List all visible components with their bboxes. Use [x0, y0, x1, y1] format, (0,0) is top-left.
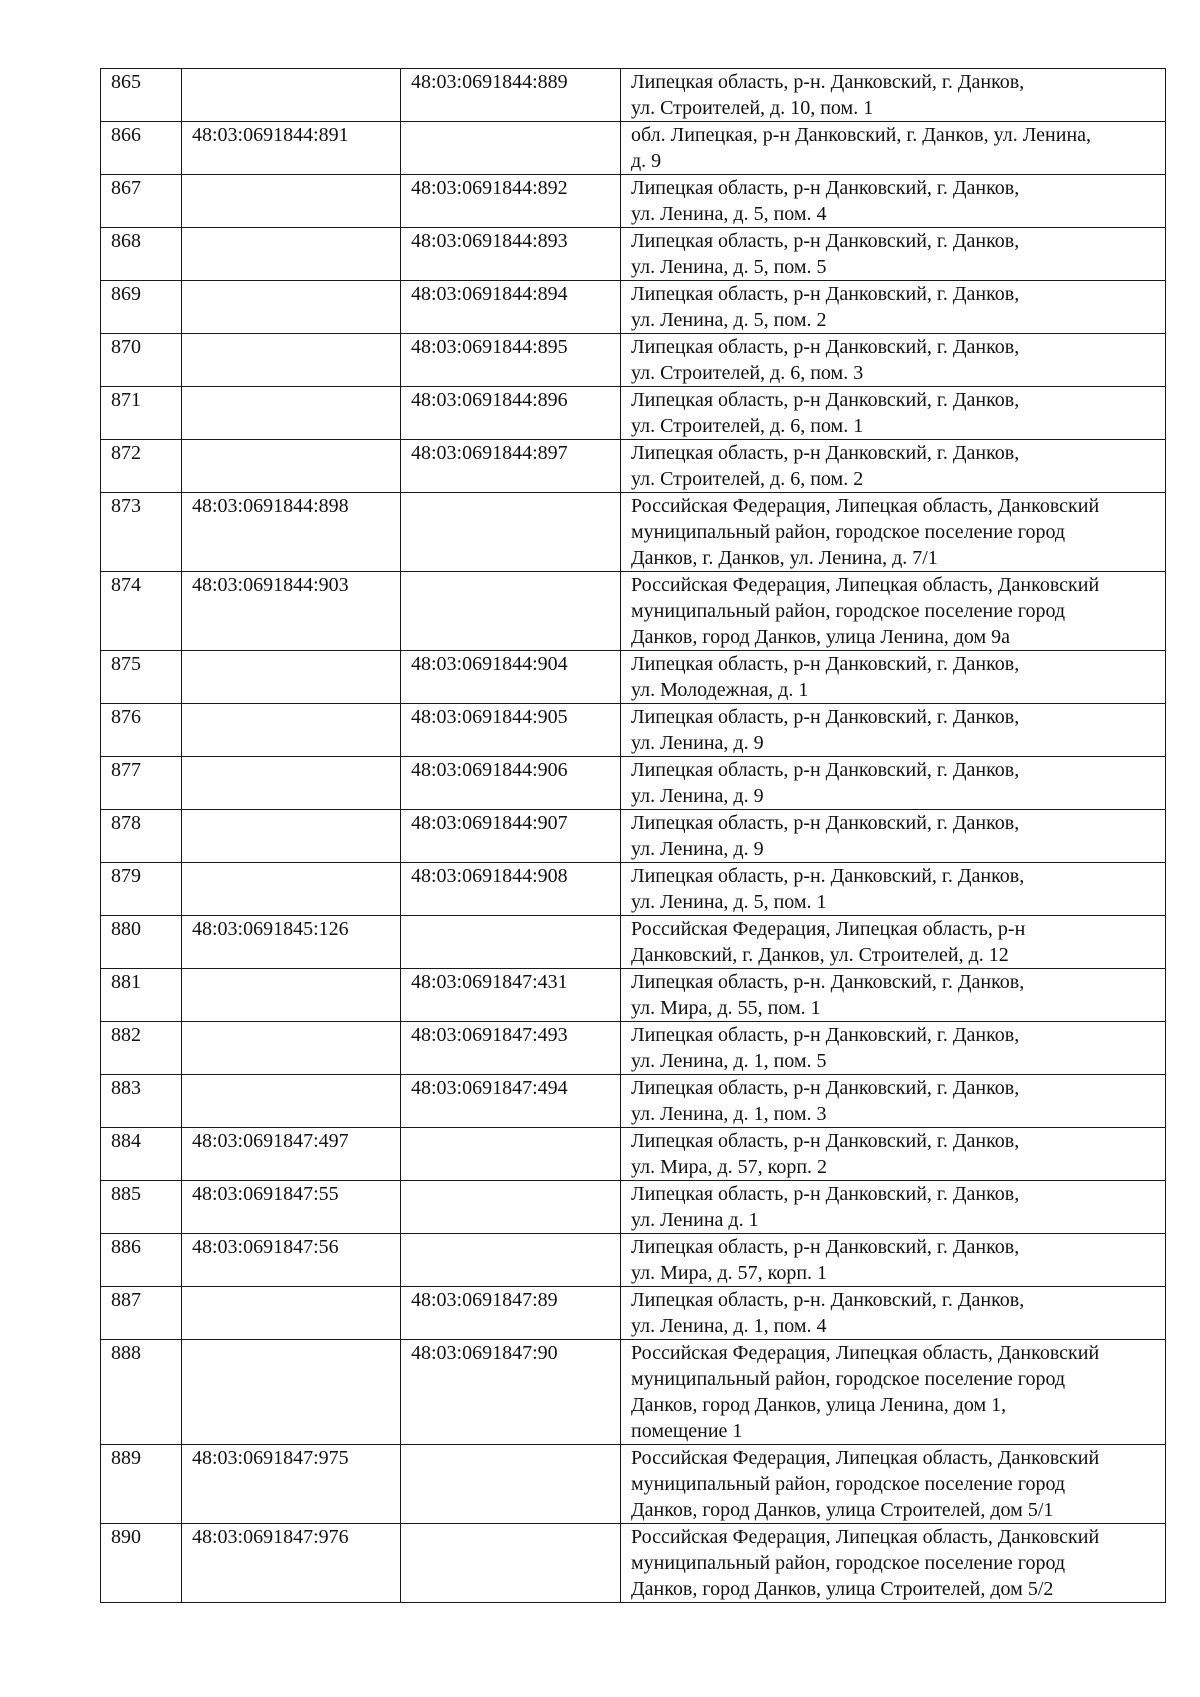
land-cadastral-number	[182, 1340, 401, 1445]
land-cadastral-number	[182, 704, 401, 757]
row-number: 888	[101, 1340, 182, 1445]
row-number: 867	[101, 175, 182, 228]
address-cell: Липецкая область, р-н Данковский, г. Данков, ул. Строителей, д. 6, пом. 2	[621, 440, 1166, 493]
table-row	[101, 1340, 1166, 1445]
land-cadastral-number	[182, 387, 401, 440]
table-row	[101, 916, 1166, 969]
table-row	[101, 810, 1166, 863]
building-cadastral-number	[401, 1445, 621, 1524]
table-row	[101, 1445, 1166, 1524]
row-number: 869	[101, 281, 182, 334]
row-number: 865	[101, 69, 182, 122]
land-cadastral-number	[182, 334, 401, 387]
row-number: 879	[101, 863, 182, 916]
row-number: 884	[101, 1128, 182, 1181]
building-cadastral-number: 48:03:0691847:494	[401, 1075, 621, 1128]
land-cadastral-number	[182, 69, 401, 122]
land-cadastral-number: 48:03:0691844:891	[182, 122, 401, 175]
land-cadastral-number: 48:03:0691847:497	[182, 1128, 401, 1181]
address-cell: Липецкая область, р-н Данковский, г. Данков, ул. Ленина, д. 9	[621, 810, 1166, 863]
table-row	[101, 969, 1166, 1022]
table-row	[101, 175, 1166, 228]
table-row	[101, 493, 1166, 572]
address-cell: Липецкая область, р-н Данковский, г. Данков, ул. Молодежная, д. 1	[621, 651, 1166, 704]
land-cadastral-number	[182, 1075, 401, 1128]
land-cadastral-number: 48:03:0691844:903	[182, 572, 401, 651]
document-page	[100, 68, 1166, 1603]
building-cadastral-number: 48:03:0691847:89	[401, 1287, 621, 1340]
land-cadastral-number: 48:03:0691844:898	[182, 493, 401, 572]
address-cell: Липецкая область, р-н Данковский, г. Данков, ул. Ленина, д. 1, пом. 5	[621, 1022, 1166, 1075]
row-number: 878	[101, 810, 182, 863]
registry-table	[100, 68, 1166, 1603]
row-number: 890	[101, 1524, 182, 1603]
address-cell: Липецкая область, р-н Данковский, г. Данков, ул. Ленина, д. 5, пом. 2	[621, 281, 1166, 334]
address-cell: Липецкая область, р-н. Данковский, г. Данков, ул. Строителей, д. 10, пом. 1	[621, 69, 1166, 122]
row-number: 870	[101, 334, 182, 387]
address-cell: Российская Федерация, Липецкая область, р-н Данковский, г. Данков, ул. Строителей, д. 12	[621, 916, 1166, 969]
building-cadastral-number	[401, 1181, 621, 1234]
table-row	[101, 1234, 1166, 1287]
row-number: 871	[101, 387, 182, 440]
building-cadastral-number	[401, 122, 621, 175]
table-row	[101, 122, 1166, 175]
table-row	[101, 1075, 1166, 1128]
row-number: 872	[101, 440, 182, 493]
building-cadastral-number: 48:03:0691847:493	[401, 1022, 621, 1075]
building-cadastral-number: 48:03:0691844:896	[401, 387, 621, 440]
address-cell: Российская Федерация, Липецкая область, Данковский муниципальный район, городское поселение город Данков, г. Данков, ул. Ленина, д. 7/1	[621, 493, 1166, 572]
table-row	[101, 572, 1166, 651]
land-cadastral-number: 48:03:0691845:126	[182, 916, 401, 969]
land-cadastral-number	[182, 969, 401, 1022]
table-row	[101, 757, 1166, 810]
table-row	[101, 651, 1166, 704]
row-number: 880	[101, 916, 182, 969]
address-cell: Липецкая область, р-н Данковский, г. Данков, ул. Ленина, д. 5, пом. 4	[621, 175, 1166, 228]
address-cell: Липецкая область, р-н Данковский, г. Данков, ул. Ленина, д. 1, пом. 3	[621, 1075, 1166, 1128]
table-row	[101, 281, 1166, 334]
building-cadastral-number: 48:03:0691844:894	[401, 281, 621, 334]
building-cadastral-number: 48:03:0691844:907	[401, 810, 621, 863]
building-cadastral-number	[401, 916, 621, 969]
land-cadastral-number	[182, 1022, 401, 1075]
building-cadastral-number: 48:03:0691844:895	[401, 334, 621, 387]
land-cadastral-number	[182, 651, 401, 704]
building-cadastral-number: 48:03:0691844:904	[401, 651, 621, 704]
address-cell: Российская Федерация, Липецкая область, Данковский муниципальный район, городское поселение город Данков, город Данков, улица Строителей, дом 5/1	[621, 1445, 1166, 1524]
row-number: 874	[101, 572, 182, 651]
row-number: 877	[101, 757, 182, 810]
address-cell: Липецкая область, р-н. Данковский, г. Данков, ул. Мира, д. 55, пом. 1	[621, 969, 1166, 1022]
registry-table-body	[101, 69, 1166, 1603]
building-cadastral-number	[401, 1128, 621, 1181]
address-cell: Липецкая область, р-н Данковский, г. Данков, ул. Ленина, д. 5, пом. 5	[621, 228, 1166, 281]
building-cadastral-number: 48:03:0691844:908	[401, 863, 621, 916]
land-cadastral-number	[182, 810, 401, 863]
address-cell: Липецкая область, р-н Данковский, г. Данков, ул. Ленина д. 1	[621, 1181, 1166, 1234]
table-row	[101, 334, 1166, 387]
address-cell: Российская Федерация, Липецкая область, Данковский муниципальный район, городское поселение город Данков, город Данков, улица Строителей, дом 5/2	[621, 1524, 1166, 1603]
row-number: 889	[101, 1445, 182, 1524]
building-cadastral-number: 48:03:0691844:893	[401, 228, 621, 281]
address-cell: Липецкая область, р-н. Данковский, г. Данков, ул. Ленина, д. 5, пом. 1	[621, 863, 1166, 916]
table-row	[101, 1128, 1166, 1181]
building-cadastral-number	[401, 1234, 621, 1287]
building-cadastral-number: 48:03:0691844:906	[401, 757, 621, 810]
land-cadastral-number	[182, 228, 401, 281]
building-cadastral-number: 48:03:0691847:90	[401, 1340, 621, 1445]
row-number: 885	[101, 1181, 182, 1234]
table-row	[101, 863, 1166, 916]
table-row	[101, 1287, 1166, 1340]
building-cadastral-number: 48:03:0691844:892	[401, 175, 621, 228]
row-number: 886	[101, 1234, 182, 1287]
building-cadastral-number: 48:03:0691844:897	[401, 440, 621, 493]
building-cadastral-number	[401, 572, 621, 651]
table-row	[101, 1022, 1166, 1075]
land-cadastral-number	[182, 175, 401, 228]
land-cadastral-number: 48:03:0691847:56	[182, 1234, 401, 1287]
table-row	[101, 704, 1166, 757]
table-row	[101, 1524, 1166, 1603]
address-cell: Липецкая область, р-н Данковский, г. Данков, ул. Ленина, д. 9	[621, 757, 1166, 810]
address-cell: Липецкая область, р-н Данковский, г. Данков, ул. Мира, д. 57, корп. 1	[621, 1234, 1166, 1287]
table-row	[101, 1181, 1166, 1234]
row-number: 868	[101, 228, 182, 281]
land-cadastral-number	[182, 757, 401, 810]
land-cadastral-number	[182, 440, 401, 493]
address-cell: Липецкая область, р-н Данковский, г. Данков, ул. Ленина, д. 9	[621, 704, 1166, 757]
table-row	[101, 387, 1166, 440]
address-cell: Липецкая область, р-н Данковский, г. Данков, ул. Строителей, д. 6, пом. 1	[621, 387, 1166, 440]
land-cadastral-number	[182, 281, 401, 334]
address-cell: обл. Липецкая, р-н Данковский, г. Данков, ул. Ленина, д. 9	[621, 122, 1166, 175]
address-cell: Липецкая область, р-н Данковский, г. Данков, ул. Строителей, д. 6, пом. 3	[621, 334, 1166, 387]
land-cadastral-number	[182, 1287, 401, 1340]
row-number: 887	[101, 1287, 182, 1340]
row-number: 883	[101, 1075, 182, 1128]
building-cadastral-number: 48:03:0691844:889	[401, 69, 621, 122]
land-cadastral-number: 48:03:0691847:975	[182, 1445, 401, 1524]
address-cell: Российская Федерация, Липецкая область, Данковский муниципальный район, городское поселение город Данков, город Данков, улица Ленина, дом 9а	[621, 572, 1166, 651]
land-cadastral-number: 48:03:0691847:976	[182, 1524, 401, 1603]
address-cell: Липецкая область, р-н Данковский, г. Данков, ул. Мира, д. 57, корп. 2	[621, 1128, 1166, 1181]
building-cadastral-number: 48:03:0691844:905	[401, 704, 621, 757]
land-cadastral-number	[182, 863, 401, 916]
row-number: 866	[101, 122, 182, 175]
land-cadastral-number: 48:03:0691847:55	[182, 1181, 401, 1234]
row-number: 876	[101, 704, 182, 757]
table-row	[101, 69, 1166, 122]
row-number: 875	[101, 651, 182, 704]
building-cadastral-number	[401, 493, 621, 572]
address-cell: Липецкая область, р-н. Данковский, г. Данков, ул. Ленина, д. 1, пом. 4	[621, 1287, 1166, 1340]
building-cadastral-number	[401, 1524, 621, 1603]
table-row	[101, 440, 1166, 493]
building-cadastral-number: 48:03:0691847:431	[401, 969, 621, 1022]
address-cell: Российская Федерация, Липецкая область, Данковский муниципальный район, городское поселение город Данков, город Данков, улица Ленина, дом 1, помещение 1	[621, 1340, 1166, 1445]
table-row	[101, 228, 1166, 281]
row-number: 882	[101, 1022, 182, 1075]
row-number: 873	[101, 493, 182, 572]
row-number: 881	[101, 969, 182, 1022]
